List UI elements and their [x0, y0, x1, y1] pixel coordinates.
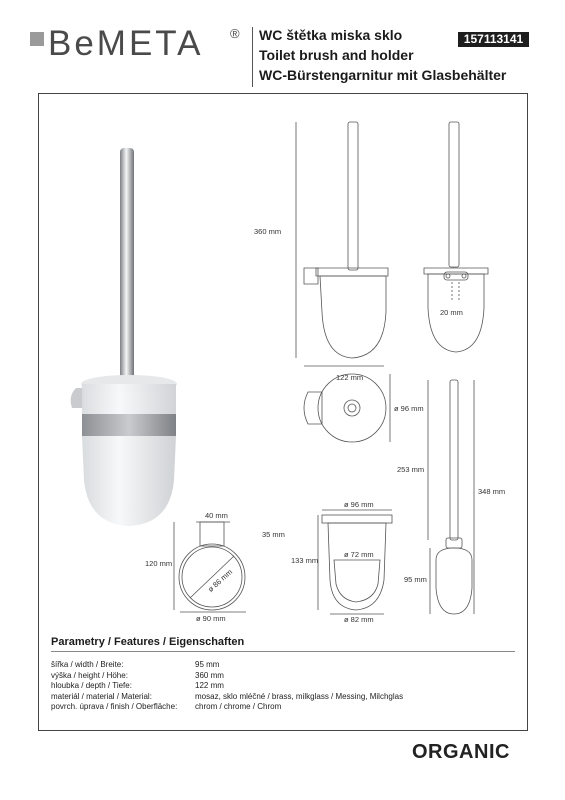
dim-brush-head: 95 mm [404, 575, 427, 584]
feature-value: 360 mm [195, 670, 224, 680]
feature-key: šířka / width / Breite: [51, 660, 124, 669]
product-code: 157113141 [458, 32, 529, 47]
dim-brush-inner: 253 mm [397, 465, 425, 474]
feature-row [51, 692, 403, 703]
title-de: WC-Bürstengarnitur mit Glasbehälter [259, 67, 507, 83]
feature-row [51, 681, 403, 692]
title-cz: WC štětka miska sklo [259, 27, 403, 43]
registered-mark: ® [230, 26, 240, 41]
brush-handle [120, 148, 134, 388]
title-en: Toilet brush and holder [259, 47, 414, 63]
features-title: Parametry / Features / Eigenschaften [51, 636, 245, 648]
dim-ring-side: 35 mm [262, 530, 285, 539]
dim-clip-width: 20 mm [440, 308, 463, 317]
feature-value: mosaz, sklo mléčné / brass, milkglass / Messing, Milchglas [195, 691, 404, 701]
feature-key: povrch. úprava / finish / Oberfläche: [51, 702, 178, 711]
header-divider [252, 27, 253, 87]
dim-ring-top: 40 mm [205, 511, 228, 520]
dim-ring-height: 120 mm [145, 559, 173, 568]
brand-logo [30, 24, 248, 68]
feature-value: 122 mm [195, 681, 224, 690]
dim-glass-bottom: ø 82 mm [344, 615, 374, 624]
features-divider [51, 651, 515, 652]
feature-row [51, 671, 403, 682]
dim-glass-inner: ø 72 mm [344, 550, 374, 559]
feature-key: výška / height / Höhe: [51, 670, 128, 680]
collection-name: ORGANIC [412, 741, 510, 763]
dim-glass-top: ø 96 mm [344, 500, 374, 509]
feature-key: hloubka / depth / Tiefe: [51, 681, 132, 690]
chrome-ring [82, 414, 176, 436]
logo-square-icon [30, 32, 44, 46]
dim-ring-inner: ø 86 mm [206, 567, 235, 594]
dim-depth-top: 122 mm [336, 373, 364, 382]
dim-glass-height: 133 mm [291, 556, 319, 565]
feature-value: 95 mm [195, 660, 220, 669]
features-table [51, 660, 403, 713]
dim-ring-outer: ø 90 mm [196, 614, 226, 623]
feature-row [51, 702, 403, 713]
product-photo [62, 140, 192, 530]
feature-value: chrom / chrome / Chrom [195, 702, 282, 711]
dim-height-total: 360 mm [254, 227, 282, 236]
feature-key: materiál / material / Material: [51, 691, 152, 701]
brand-name: BeMETA [48, 24, 204, 63]
feature-row [51, 660, 403, 671]
dim-diameter-side: ø 96 mm [394, 404, 424, 413]
dim-brush-total: 348 mm [478, 487, 506, 496]
glass-bowl [82, 436, 176, 526]
